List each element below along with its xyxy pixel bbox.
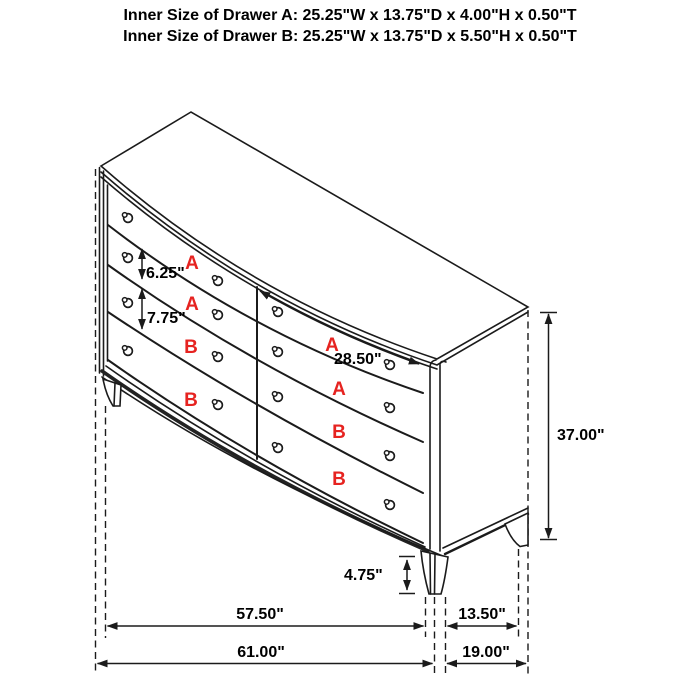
- knob-icon: [122, 213, 132, 223]
- dim-label-section-width: 28.50": [334, 351, 382, 368]
- knob-icon: [384, 403, 394, 413]
- knob-icon: [384, 500, 394, 510]
- dim-label-leg-height: 4.75": [344, 567, 383, 584]
- dim-label-drawer-b-height: 7.75": [147, 310, 186, 327]
- knob-icon: [272, 347, 282, 357]
- dim-label-front-width: 57.50": [236, 606, 284, 623]
- knob-icon: [384, 360, 394, 370]
- title-block: [0, 5, 700, 47]
- title-line-drawer-a: Inner Size of Drawer A: 25.25"W x 13.75"D x 4.00"H x 0.50"T: [123, 7, 577, 24]
- dim-label-overall-depth: 19.00": [462, 644, 510, 661]
- dim-label-overall-height: 37.00": [557, 427, 605, 444]
- knob-icon: [122, 346, 132, 356]
- knob-icon: [122, 253, 132, 263]
- knob-icon: [272, 392, 282, 402]
- drawer-label: B: [332, 469, 346, 490]
- drawer-label: A: [185, 294, 199, 315]
- dim-label-overall-width: 61.00": [237, 644, 285, 661]
- drawer-label: A: [185, 253, 199, 274]
- drawer-label: A: [325, 335, 339, 356]
- drawer-label: B: [184, 337, 198, 358]
- knob-icon: [384, 451, 394, 461]
- knob-icon: [212, 276, 222, 286]
- dim-label-side-depth: 13.50": [458, 606, 506, 623]
- drawer-boundary-4: [108, 360, 423, 543]
- knob-icon: [212, 400, 222, 410]
- drawer-label: B: [184, 390, 198, 411]
- dim-label-drawer-a-height: 6.25": [146, 265, 185, 282]
- knob-icon: [122, 298, 132, 308]
- drawer-label: A: [332, 379, 346, 400]
- knob-icon: [272, 307, 282, 317]
- knob-icon: [212, 310, 222, 320]
- knob-icon: [272, 443, 282, 453]
- drawer-label: B: [332, 422, 346, 443]
- dresser-case: [100, 112, 529, 594]
- title-line-drawer-b: Inner Size of Drawer B: 25.25"W x 13.75"D x 5.50"H x 0.50"T: [123, 28, 577, 45]
- knob-icon: [212, 352, 222, 362]
